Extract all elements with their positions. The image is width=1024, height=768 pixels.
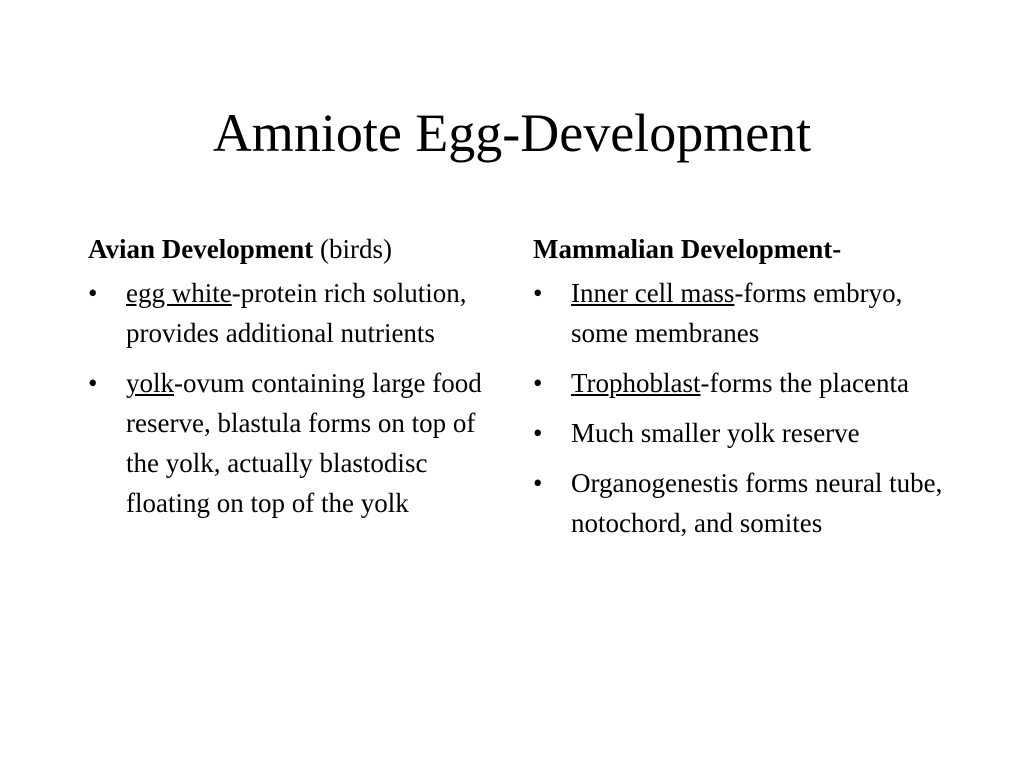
list-item <box>533 273 953 353</box>
list-item <box>533 463 953 543</box>
bullet-term: Inner cell mass <box>571 278 735 308</box>
bullet-icon: • <box>533 468 543 498</box>
list-item <box>533 363 953 403</box>
bullet-text: -ovum containing large food reserve, blastula forms on top of the yolk, actually blastodisc floating on top of the yolk <box>126 368 482 518</box>
bullet-text: -forms embryo, some membranes <box>571 278 903 348</box>
bullet-icon: • <box>88 278 98 308</box>
avian-heading-bold: Avian Development <box>88 234 314 264</box>
bullet-icon: • <box>533 368 543 398</box>
bullet-icon: • <box>88 368 98 398</box>
bullet-text: Organogenestis forms neural tube, notochord, and somites <box>571 468 943 538</box>
mammalian-development-column <box>533 229 953 553</box>
list-item <box>533 413 953 453</box>
list-item <box>88 363 488 523</box>
mammalian-development-heading <box>533 229 953 269</box>
bullet-term: Trophoblast <box>571 368 701 398</box>
avian-development-heading <box>88 229 488 269</box>
bullet-text: Much smaller yolk reserve <box>571 418 860 448</box>
bullet-text: -forms the placenta <box>700 368 909 398</box>
bullet-text: -protein rich solution, provides additional nutrients <box>126 278 467 348</box>
bullet-term: egg white <box>126 278 232 308</box>
slide-title: Amniote Egg-Development <box>212 103 812 163</box>
avian-bullet-list <box>88 273 488 523</box>
avian-heading-note: (birds) <box>313 234 392 264</box>
bullet-icon: • <box>533 418 543 448</box>
bullet-term: yolk <box>126 368 175 398</box>
mammalian-bullet-list <box>533 273 953 543</box>
avian-development-column <box>88 229 488 533</box>
list-item <box>88 273 488 353</box>
bullet-icon: • <box>533 278 543 308</box>
mammalian-heading-bold: Mammalian Development- <box>533 234 842 264</box>
